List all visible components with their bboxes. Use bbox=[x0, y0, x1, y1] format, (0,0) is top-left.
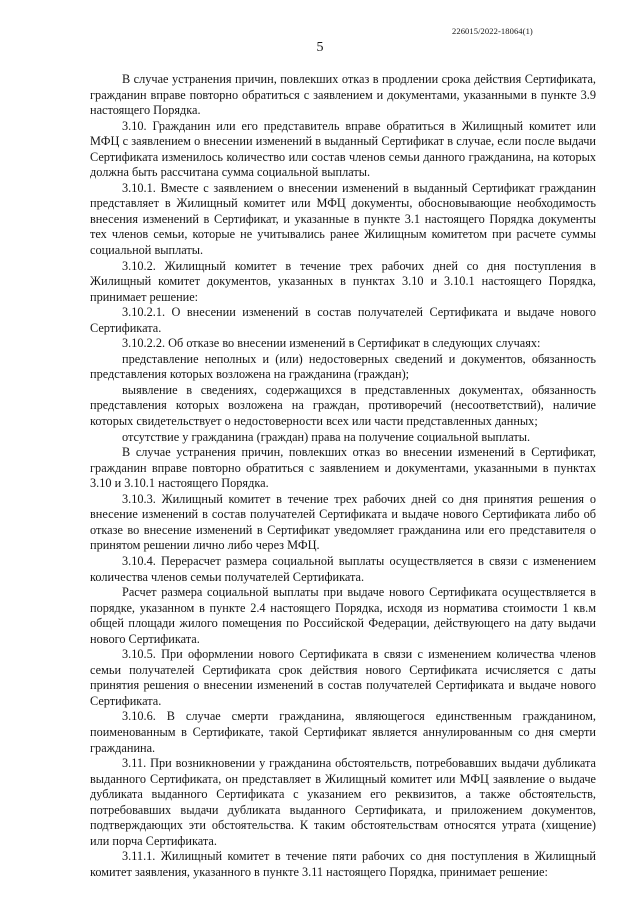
paragraph-3-10-2-2: 3.10.2.2. Об отказе во внесении изменений в Сертификат в следующих случаях: bbox=[122, 336, 541, 351]
paragraph-3-10-4: 3.10.4. Перерасчет размера социальной выплаты осуществляется в связи с изменением количества членов семьи получателей Сертификата. bbox=[90, 553, 596, 584]
paragraph-refusal-reason-3: отсутствие у гражданина (граждан) права на получение социальной выплаты. bbox=[122, 429, 531, 444]
paragraph-3-10-3: 3.10.3. Жилищный комитет в течение трех рабочих дней со дня принятия решения о внесение изменений в состав получателей Сертификата и выдаче нового Сертификата либо об отказе во внесение изменений в Сертификат уведомляет гражданина или его представителя о принятом решении лично либо через МФЦ. bbox=[90, 491, 596, 553]
paragraph-refusal-reason-1: представление неполных и (или) недостоверных сведений и документов, обязанность представления которых возложена на гражданина (граждан); bbox=[90, 351, 596, 382]
paragraph-3-10: 3.10. Гражданин или его представитель вправе обратиться в Жилищный комитет или МФЦ с заявлением о внесении изменений в выданный Сертификат в случае, если после выдачи Сертификата изменилось количество или состав членов семьи данного гражданина, на которых должна быть рассчитана сумма социальной выплаты. bbox=[90, 118, 596, 180]
paragraph-3-10-1: 3.10.1. Вместе с заявлением о внесении изменений в выданный Сертификат гражданин представляет в Жилищный комитет или МФЦ документы, обосновывающие необходимость внесения изменений в Сертификат, и указанные в пункте 3.1 настоящего Порядка документы тех членов семьи, которые не учитывались ранее Жилищным комитетом при расчете суммы социальной выплаты. bbox=[90, 180, 596, 258]
paragraph-change-retry: В случае устранения причин, повлекших отказ во внесении изменений в Сертификат, гражданин вправе повторно обратиться с заявлением и документами, указанными в пунктах 3.10 и 3.10.1 настоящего Порядка. bbox=[90, 445, 596, 491]
paragraph-3-10-2-1: 3.10.2.1. О внесении изменений в состав получателей Сертификата и выдаче нового Сертификата. bbox=[90, 305, 596, 335]
document-body bbox=[90, 72, 596, 880]
paragraph-renewal-retry: В случае устранения причин, повлекших отказ в продлении срока действия Сертификата, гражданин вправе повторно обратиться с заявлением и документами, указанными в пункте 3.9 настоящего Порядка. bbox=[90, 72, 596, 118]
paragraph-3-10-2: 3.10.2. Жилищный комитет в течение трех рабочих дней со дня поступления в Жилищный комитет документов, указанных в пунктах 3.10 и 3.10.1 настоящего Порядка, принимает решение: bbox=[90, 258, 596, 304]
page-number: 5 bbox=[316, 40, 324, 55]
paragraph-3-10-6: 3.10.6. В случае смерти гражданина, являющегося единственным гражданином, поименованным в Сертификате, такой Сертификат является аннулированным со дня смерти гражданина. bbox=[90, 709, 596, 755]
paragraph-3-10-5: 3.10.5. При оформлении нового Сертификата в связи с изменением количества членов семьи получателей Сертификата срок действия нового Сертификата исчисляется с даты принятия решения о внесении изменений в состав получателей Сертификата и выдаче нового Сертификата. bbox=[90, 647, 596, 708]
paragraph-recalculation: Расчет размера социальной выплаты при выдаче нового Сертификата осуществляется в порядке, указанном в пункте 2.4 настоящего Порядка, исходя из норматива стоимости 1 кв.м общей площади жилого помещения по Российской Федерации, действующего на дату выдачи нового Сертификата. bbox=[90, 585, 596, 646]
paragraph-refusal-reason-2: выявление в сведениях, содержащихся в представленных документах, обязанность представления которых возложена на граждан, противоречий (несоответствий), наличие которых свидетельствует о недостоверности всех или части представленных данных; bbox=[90, 382, 596, 429]
paragraph-3-11-1: 3.11.1. Жилищный комитет в течение пяти рабочих со дня поступления в Жилищный комитет заявления, указанного в пункте 3.11 настоящего Порядка, принимает решение: bbox=[90, 849, 596, 879]
document-number: 226015/2022-18064(1) bbox=[452, 26, 533, 36]
paragraph-3-11: 3.11. При возникновении у гражданина обстоятельств, потребовавших выдачи дубликата выданного Сертификата, он представляет в Жилищный комитет или МФЦ заявление о выдаче дубликата выданного Сертификата с указанием его реквизитов, а также обстоятельств, потребовавших выдачи дубликата выданного Сертификата, и приложением документов, подтверждающих эти обстоятельства. К таким обстоятельствам относятся утрата (хищение) или порча Сертификата. bbox=[90, 756, 596, 848]
